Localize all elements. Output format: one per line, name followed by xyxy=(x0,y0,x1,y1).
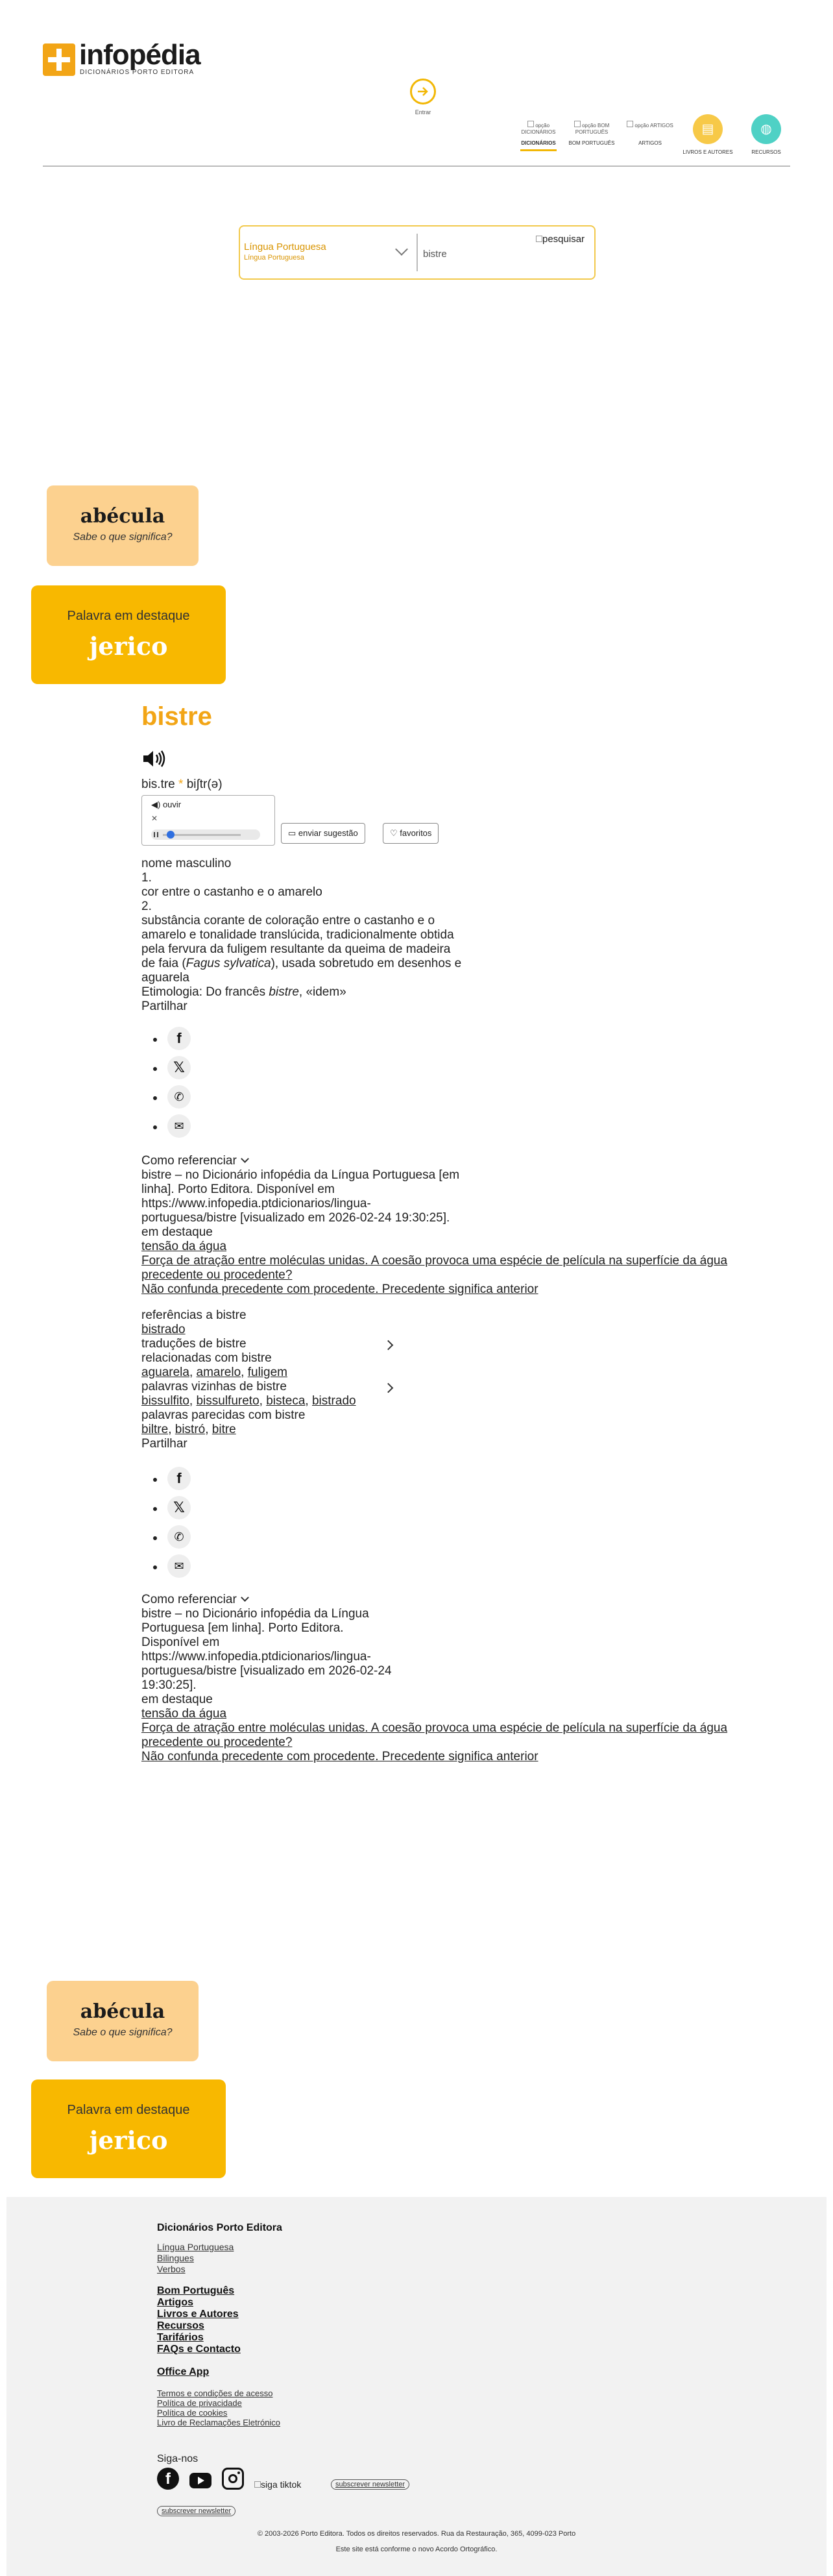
cite-block-2 xyxy=(141,1593,728,1764)
footer-title: Dicionários Porto Editora xyxy=(157,2222,282,2233)
logo-text[interactable]: infopédia xyxy=(79,39,200,71)
sense-text: cor entre o castanho e o amarelo xyxy=(141,885,322,899)
share-whatsapp[interactable] xyxy=(153,1085,192,1109)
translations-label[interactable]: traduções de bistre xyxy=(141,1337,247,1351)
image-placeholder-icon xyxy=(574,121,581,127)
featured-link[interactable]: precedente ou procedente? xyxy=(141,1736,293,1749)
etymology: Etimologia: Do francês bistre, «idem» xyxy=(141,985,346,999)
newsletter-button[interactable]: subscrever newsletter xyxy=(331,2479,409,2490)
part-of-speech: nome masculino xyxy=(141,857,232,870)
word-of-day-card[interactable] xyxy=(47,1981,199,2061)
citation-text: bistre – no Dicionário infopédia da Língua Portuguesa [em linha]. Porto Editora. Disponível em https://www.infopedia.ptdicionarios/lingua-portuguesa/bistre [visualizado em 2026-02-24 19:30:25]. xyxy=(141,1607,392,1692)
suggest-button[interactable]: ▭ enviar sugestão xyxy=(281,823,365,844)
nav-dicionarios[interactable]: DICIONÁRIOS xyxy=(521,140,556,146)
instagram-icon[interactable] xyxy=(222,2468,244,2490)
word-of-day-sub: Sabe o que significa? xyxy=(73,532,173,543)
footer-legal-link[interactable]: Política de cookies xyxy=(157,2408,228,2418)
cite-block xyxy=(141,1154,728,1297)
footer-link[interactable]: Artigos xyxy=(157,2297,193,2308)
email-icon: ✉ xyxy=(167,1554,191,1578)
livros-button[interactable] xyxy=(693,114,723,144)
image-placeholder-icon xyxy=(627,121,633,127)
seek-track[interactable] xyxy=(163,834,241,836)
close-icon[interactable]: ✕ xyxy=(151,814,158,823)
livros-label[interactable]: LIVROS E AUTORES xyxy=(682,149,733,155)
neighbors-links: bissulfito, bissulfureto, bisteca, bistrado xyxy=(141,1394,356,1408)
word-of-day-card[interactable] xyxy=(47,485,199,566)
follow-label: Siga-nos xyxy=(157,2453,199,2464)
word-of-day-sub: Sabe o que significa? xyxy=(73,2027,173,2038)
dictionary-select-sub[interactable]: Língua Portuguesa xyxy=(244,254,304,262)
nav-dicionarios-image[interactable]: opção DICIONÁRIOS xyxy=(515,121,562,136)
audio-player xyxy=(141,795,275,846)
login-label[interactable]: Entrar xyxy=(415,109,431,116)
search-button[interactable]: pesquisar xyxy=(536,234,585,245)
footer-link[interactable]: Tarifários xyxy=(157,2332,204,2343)
featured-label: em destaque xyxy=(141,1225,213,1239)
footer xyxy=(6,2197,827,2576)
x-icon: 𝕏 xyxy=(167,1496,191,1519)
share-email[interactable] xyxy=(153,1554,192,1578)
footer-legal-link[interactable]: Livro de Reclamações Eletrónico xyxy=(157,2418,281,2427)
word-of-day: abécula xyxy=(80,505,165,528)
nav-active-indicator xyxy=(520,149,557,151)
share-facebook[interactable] xyxy=(153,1467,192,1490)
login-icon[interactable] xyxy=(410,79,436,104)
chevron-down-icon xyxy=(241,1593,249,1602)
whatsapp-icon: ✆ xyxy=(167,1525,191,1549)
email-icon: ✉ xyxy=(167,1114,191,1138)
facebook-icon[interactable]: f xyxy=(157,2468,179,2490)
footer-link[interactable]: Verbos xyxy=(157,2264,186,2274)
ref-link[interactable]: bistrado xyxy=(141,1323,186,1336)
book-icon: ▤ xyxy=(701,122,714,136)
footer-link[interactable]: Língua Portuguesa xyxy=(157,2242,234,2252)
featured-link[interactable]: Não confunda precedente com procedente. Precedente significa anterior xyxy=(141,1282,538,1296)
footer-legal-link[interactable]: Política de privacidade xyxy=(157,2398,242,2408)
chevron-down-icon xyxy=(241,1155,249,1163)
similar-label: palavras parecidas com bistre xyxy=(141,1408,306,1422)
recursos-button[interactable] xyxy=(751,114,781,144)
audio-progress[interactable] xyxy=(151,829,260,840)
featured-word: jerico xyxy=(89,2126,168,2155)
featured-link[interactable]: tensão da água xyxy=(141,1707,227,1721)
logo-subtitle: DICIONÁRIOS PORTO EDITORA xyxy=(80,69,195,76)
sense-number: 1. xyxy=(141,871,152,885)
share-x[interactable] xyxy=(153,1056,192,1079)
footer-link[interactable]: Bilingues xyxy=(157,2253,194,2263)
featured-word-card[interactable] xyxy=(31,585,226,684)
footer-link[interactable]: Bom Português xyxy=(157,2285,235,2296)
arrow-right-icon xyxy=(412,80,434,103)
nav-bom-portugues[interactable]: BOM PORTUGUÊS xyxy=(568,140,615,146)
cite-toggle[interactable]: Como referenciar xyxy=(141,1593,401,1607)
featured-link[interactable]: Força de atração entre moléculas unidas. A coesão provoca uma espécie de película na superfície da água xyxy=(141,1254,728,1268)
tiktok-image[interactable]: siga tiktok xyxy=(254,2479,301,2490)
dictionary-select[interactable]: Língua Portuguesa xyxy=(244,241,326,252)
sense-text: substância corante de coloração entre o castanho e o amarelo e tonalidade translúcida, tradicionalmente obtida pela fervura da fuligem resultante da queima de madeira de faia (Fagus sylvatica), usada sobretudo em desenhos e aguarela xyxy=(141,914,462,985)
definition-block xyxy=(141,857,466,1014)
footer-link[interactable]: FAQs e Contacto xyxy=(157,2344,241,2355)
share-email[interactable] xyxy=(153,1114,192,1138)
image-placeholder-icon xyxy=(254,2481,261,2488)
heart-icon: ♡ xyxy=(390,828,398,838)
word-of-day: abécula xyxy=(80,2000,165,2023)
globe-icon: ◍ xyxy=(760,122,772,136)
pronunciation-line: bis.tre * bi∫tr(ə) xyxy=(141,778,223,791)
sense-number: 2. xyxy=(141,900,152,913)
recursos-label[interactable]: RECURSOS xyxy=(751,149,781,155)
share-label: Partilhar xyxy=(141,1000,187,1013)
featured-link[interactable]: Força de atração entre moléculas unidas. A coesão provoca uma espécie de película na superfície da água xyxy=(141,1721,728,1735)
listen-button[interactable]: ◀) ouvir xyxy=(151,800,182,809)
youtube-icon[interactable] xyxy=(189,2473,211,2488)
citation-text: bistre – no Dicionário infopédia da Língua Portuguesa [em linha]. Porto Editora. Disponível em https://www.infopedia.ptdicionarios/lingua-portuguesa/bistre [visualizado em 2026-02-24 19:30:25]. xyxy=(141,1168,460,1225)
nav-artigos-image[interactable]: opção ARTIGOS xyxy=(627,121,673,129)
speaker-icon[interactable] xyxy=(141,749,166,774)
image-placeholder-icon xyxy=(536,236,542,242)
headword: bistre xyxy=(141,702,212,731)
pause-icon[interactable] xyxy=(154,832,158,837)
header-divider xyxy=(43,166,790,167)
related-links: aguarela, amarelo, fuligem xyxy=(141,1366,287,1379)
footer-link[interactable]: Livros e Autores xyxy=(157,2309,239,2320)
footer-legal-link[interactable]: Termos e condições de acesso xyxy=(157,2388,273,2398)
orthography-note: Este site está conforme o novo Acordo Ortográfico. xyxy=(335,2545,498,2553)
nav-bom-portugues-image[interactable]: opção BOM PORTUGUÊS xyxy=(568,121,615,136)
featured-word: jerico xyxy=(89,632,168,661)
featured-link[interactable]: tensão da água xyxy=(141,1240,227,1253)
share-whatsapp[interactable] xyxy=(153,1525,192,1549)
featured-label: em destaque xyxy=(141,1693,213,1706)
facebook-icon: f xyxy=(167,1027,191,1050)
related-label: relacionadas com bistre xyxy=(141,1351,272,1365)
featured-link[interactable]: precedente ou procedente? xyxy=(141,1268,293,1282)
featured-title: Palavra em destaque xyxy=(67,2103,190,2117)
similar-links: biltre, bistró, bitre xyxy=(141,1423,236,1436)
facebook-icon: f xyxy=(167,1467,191,1490)
neighbors-label[interactable]: palavras vizinhas de bistre xyxy=(141,1380,287,1393)
office-app-link[interactable]: Office App xyxy=(157,2366,210,2377)
featured-link[interactable]: Não confunda precedente com procedente. Precedente significa anterior xyxy=(141,1750,538,1763)
share-facebook[interactable] xyxy=(153,1027,192,1050)
footer-link[interactable]: Recursos xyxy=(157,2320,204,2331)
refs-label: referências a bistre xyxy=(141,1308,247,1322)
copyright: © 2003-2026 Porto Editora. Todos os direitos reservados. Rua da Restauração, 365, 4099-023 Porto xyxy=(257,2530,576,2538)
logo-mark[interactable] xyxy=(43,43,75,76)
nav-artigos[interactable]: ARTIGOS xyxy=(638,140,662,146)
share-label: Partilhar xyxy=(141,1437,187,1451)
cite-toggle[interactable]: Como referenciar xyxy=(141,1154,466,1168)
featured-word-card[interactable] xyxy=(31,2079,226,2178)
favorites-button[interactable]: ♡ favoritos xyxy=(383,823,439,844)
image-placeholder-icon xyxy=(527,121,534,127)
newsletter-button[interactable]: subscrever newsletter xyxy=(157,2506,235,2516)
search-input[interactable] xyxy=(422,245,532,262)
whatsapp-icon: ✆ xyxy=(167,1085,191,1109)
x-icon: 𝕏 xyxy=(167,1056,191,1079)
share-x[interactable] xyxy=(153,1496,192,1519)
featured-title: Palavra em destaque xyxy=(67,609,190,623)
seek-handle[interactable] xyxy=(167,831,175,839)
related-block xyxy=(141,1308,401,1451)
search-divider xyxy=(416,234,418,271)
